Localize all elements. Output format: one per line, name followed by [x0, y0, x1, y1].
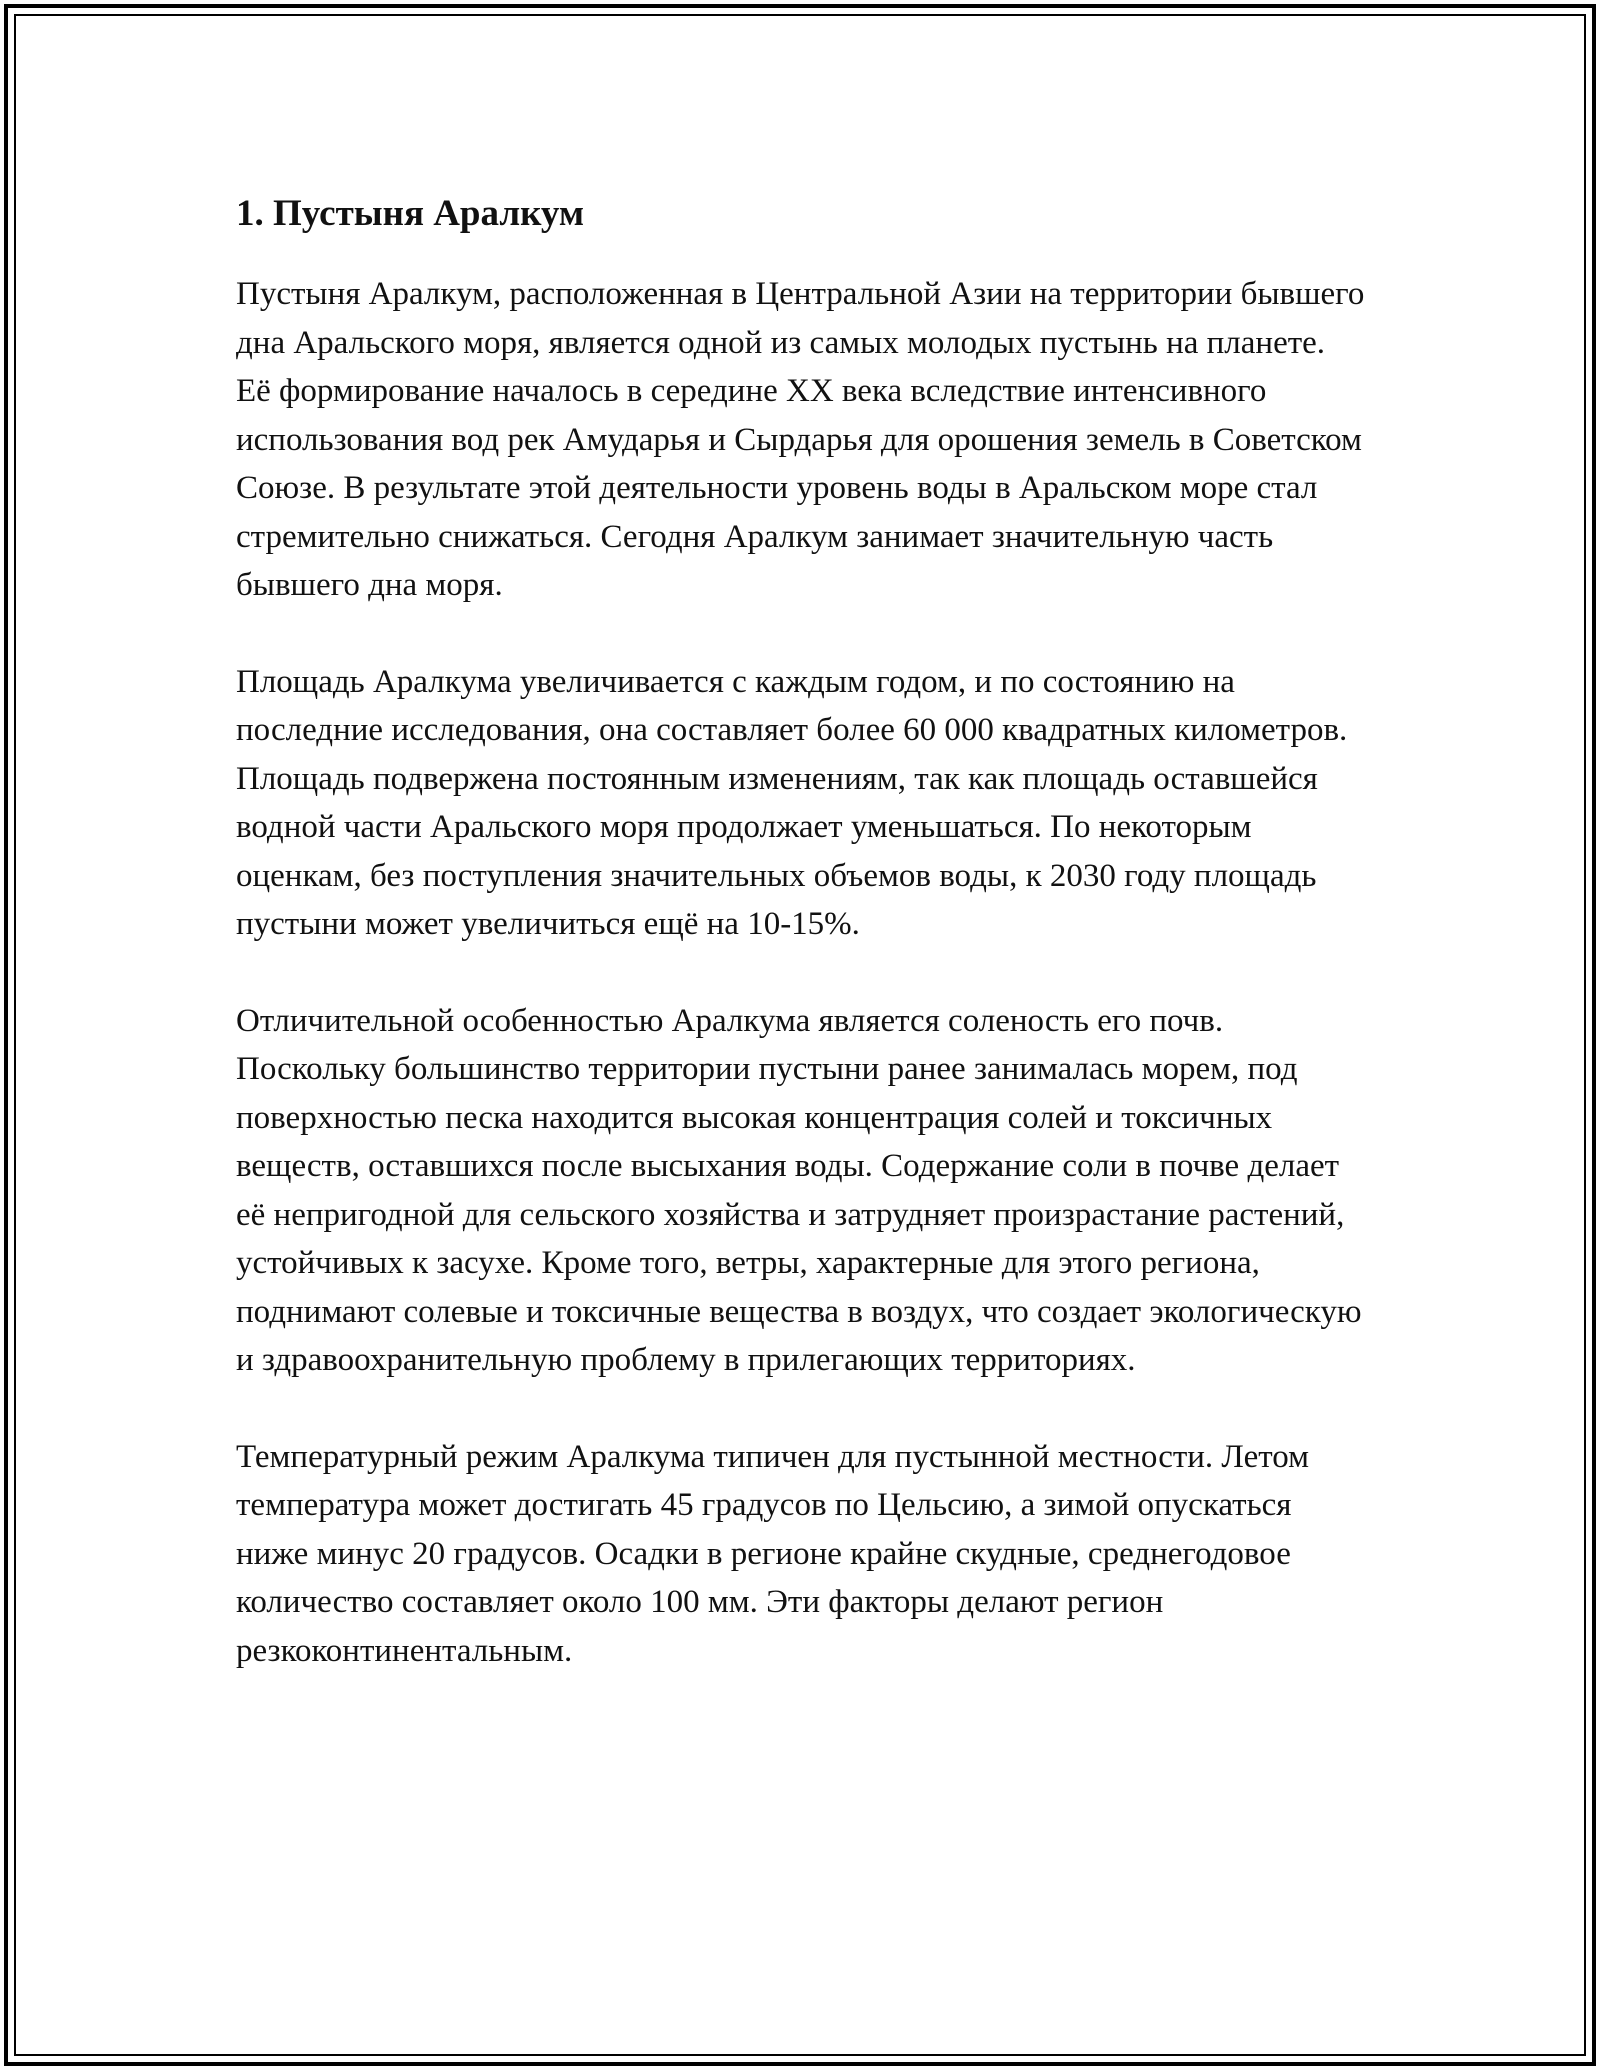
- paragraph-soil-salinity: Отличительной особенностью Аралкума является соленость его почв. Поскольку большинство территории пустыни ранее занималась морем, под поверхностью песка находится высокая концентрация солей и токсичных веществ, оставшихся после высыхания воды. Содержание соли в почве делает её непригодной для сельского хозяйства и затрудняет произрастание растений, устойчивых к засухе. Кроме того, ветры, характерные для этого региона, поднимают солевые и токсичные вещества в воздух, что создает экологическую и здравоохранительную проблему в прилегающих территориях.: [236, 1002, 1362, 1378]
- paragraph-climate: Температурный режим Аралкума типичен для пустынной местности. Летом температура может достигать 45 градусов по Цельсию, а зимой опускаться ниже минус 20 градусов. Осадки в регионе крайне скудные, среднегодовое количество составляет около 100 мм. Эти факторы делают регион резкоконтинентальным.: [236, 1438, 1309, 1669]
- section-heading: 1. Пустыня Аралкум: [236, 193, 585, 234]
- paragraph-origin: Пустыня Аралкум, расположенная в Центральной Азии на территории бывшего дна Аральского моря, является одной из самых молодых пустынь на планете. Её формирование началось в середине XX века вследствие интенсивного использования вод рек Амударья и Сырдарья для орошения земель в Советском Союзе. В результате этой деятельности уровень воды в Аральском море стал стремительно снижаться. Сегодня Аралкум занимает значительную часть бывшего дна моря.: [236, 276, 1365, 603]
- paragraph-area: Площадь Аралкума увеличивается с каждым годом, и по состоянию на последние исследования, она составляет более 60 000 квадратных километров. Площадь подвержена постоянным изменениям, так как площадь оставшейся водной части Аральского моря продолжает уменьшаться. По некоторым оценкам, без поступления значительных объемов воды, к 2030 году площадь пустыни может увеличиться ещё на 10-15%.: [236, 663, 1348, 942]
- document-body: [236, 188, 1366, 1723]
